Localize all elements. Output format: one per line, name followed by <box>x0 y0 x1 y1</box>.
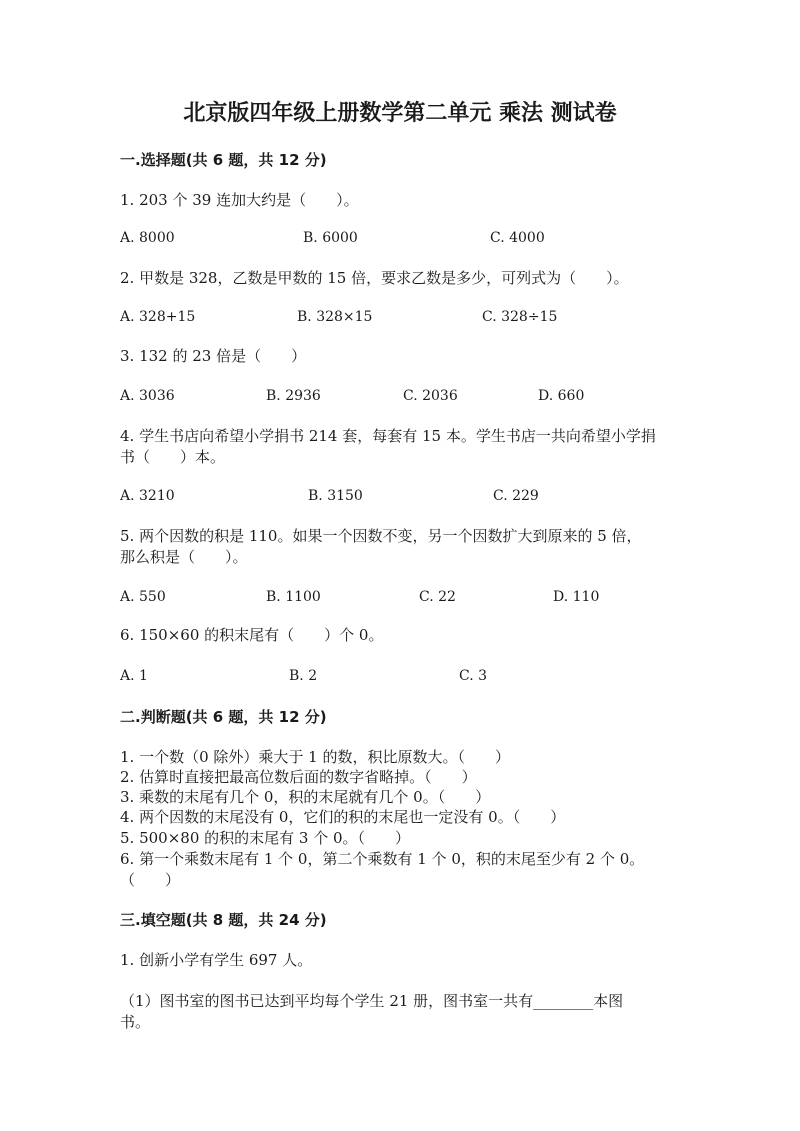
option-b: B. 1100 <box>266 589 321 605</box>
section-heading-judge: 二.判断题(共 6 题，共 12 分) <box>120 708 327 726</box>
option-c: C. 22 <box>419 589 456 605</box>
question-stem-line: 4. 学生书店向希望小学捐书 214 套，每套有 15 本。学生书店一共向希望小学捐 <box>120 427 656 445</box>
option-b: B. 2936 <box>266 388 321 404</box>
question-stem-line: 书（ ）本。 <box>120 448 226 466</box>
section-heading-fill: 三.填空题(共 8 题，共 24 分) <box>120 911 327 929</box>
option-c: C. 2036 <box>403 388 458 404</box>
judge-item: 4. 两个因数的末尾没有 0，它们的积的末尾也一定没有 0。（ ） <box>120 808 566 826</box>
fill-subquestion-line: 书。 <box>120 1013 151 1031</box>
judge-item: 3. 乘数的末尾有几个 0，积的末尾就有几个 0。（ ） <box>120 788 491 806</box>
option-c: C. 229 <box>493 488 539 504</box>
option-a: A. 3036 <box>120 388 175 404</box>
question-stem: 1. 203 个 39 连加大约是（ ）。 <box>120 191 359 209</box>
section-heading-choice: 一.选择题(共 6 题，共 12 分) <box>120 151 327 169</box>
option-c: C. 4000 <box>490 230 545 246</box>
question-stem: 2. 甲数是 328，乙数是甲数的 15 倍，要求乙数是多少，可列式为（ ）。 <box>120 269 629 287</box>
option-a: A. 328+15 <box>120 309 196 325</box>
option-a: A. 3210 <box>120 488 175 504</box>
option-a: A. 550 <box>120 589 166 605</box>
option-d: D. 660 <box>538 388 585 404</box>
judge-item: 6. 第一个乘数末尾有 1 个 0，第二个乘数有 1 个 0，积的末尾至少有 2 个 0。 <box>120 850 645 868</box>
question-stem: 3. 132 的 23 倍是（ ） <box>120 347 307 365</box>
option-b: B. 6000 <box>303 230 358 246</box>
option-c: C. 328÷15 <box>482 309 558 325</box>
judge-item-bracket: （ ） <box>120 871 181 889</box>
question-stem-line: 5. 两个因数的积是 110。如果一个因数不变，另一个因数扩大到原来的 5 倍， <box>120 527 642 545</box>
fill-question: 1. 创新小学有学生 697 人。 <box>120 951 313 969</box>
question-stem: 6. 150×60 的积末尾有（ ）个 0。 <box>120 626 384 644</box>
option-c: C. 3 <box>459 668 488 684</box>
option-b: B. 3150 <box>308 488 363 504</box>
option-b: B. 2 <box>289 668 318 684</box>
option-d: D. 110 <box>553 589 600 605</box>
option-a: A. 1 <box>120 668 148 684</box>
option-a: A. 8000 <box>120 230 175 246</box>
question-stem-line: 那么积是（ ）。 <box>120 548 248 566</box>
page-title: 北京版四年级上册数学第二单元 乘法 测试卷 <box>183 101 617 126</box>
judge-item: 2. 估算时直接把最高位数后面的数字省略掉。（ ） <box>120 768 477 786</box>
option-b: B. 328×15 <box>297 309 373 325</box>
judge-item: 1. 一个数（0 除外）乘大于 1 的数，积比原数大。（ ） <box>120 748 510 766</box>
judge-item: 5. 500×80 的积的末尾有 3 个 0。（ ） <box>120 829 411 847</box>
fill-subquestion-line: （1）图书室的图书已达到平均每个学生 21 册，图书室一共有________本图 <box>120 992 624 1010</box>
